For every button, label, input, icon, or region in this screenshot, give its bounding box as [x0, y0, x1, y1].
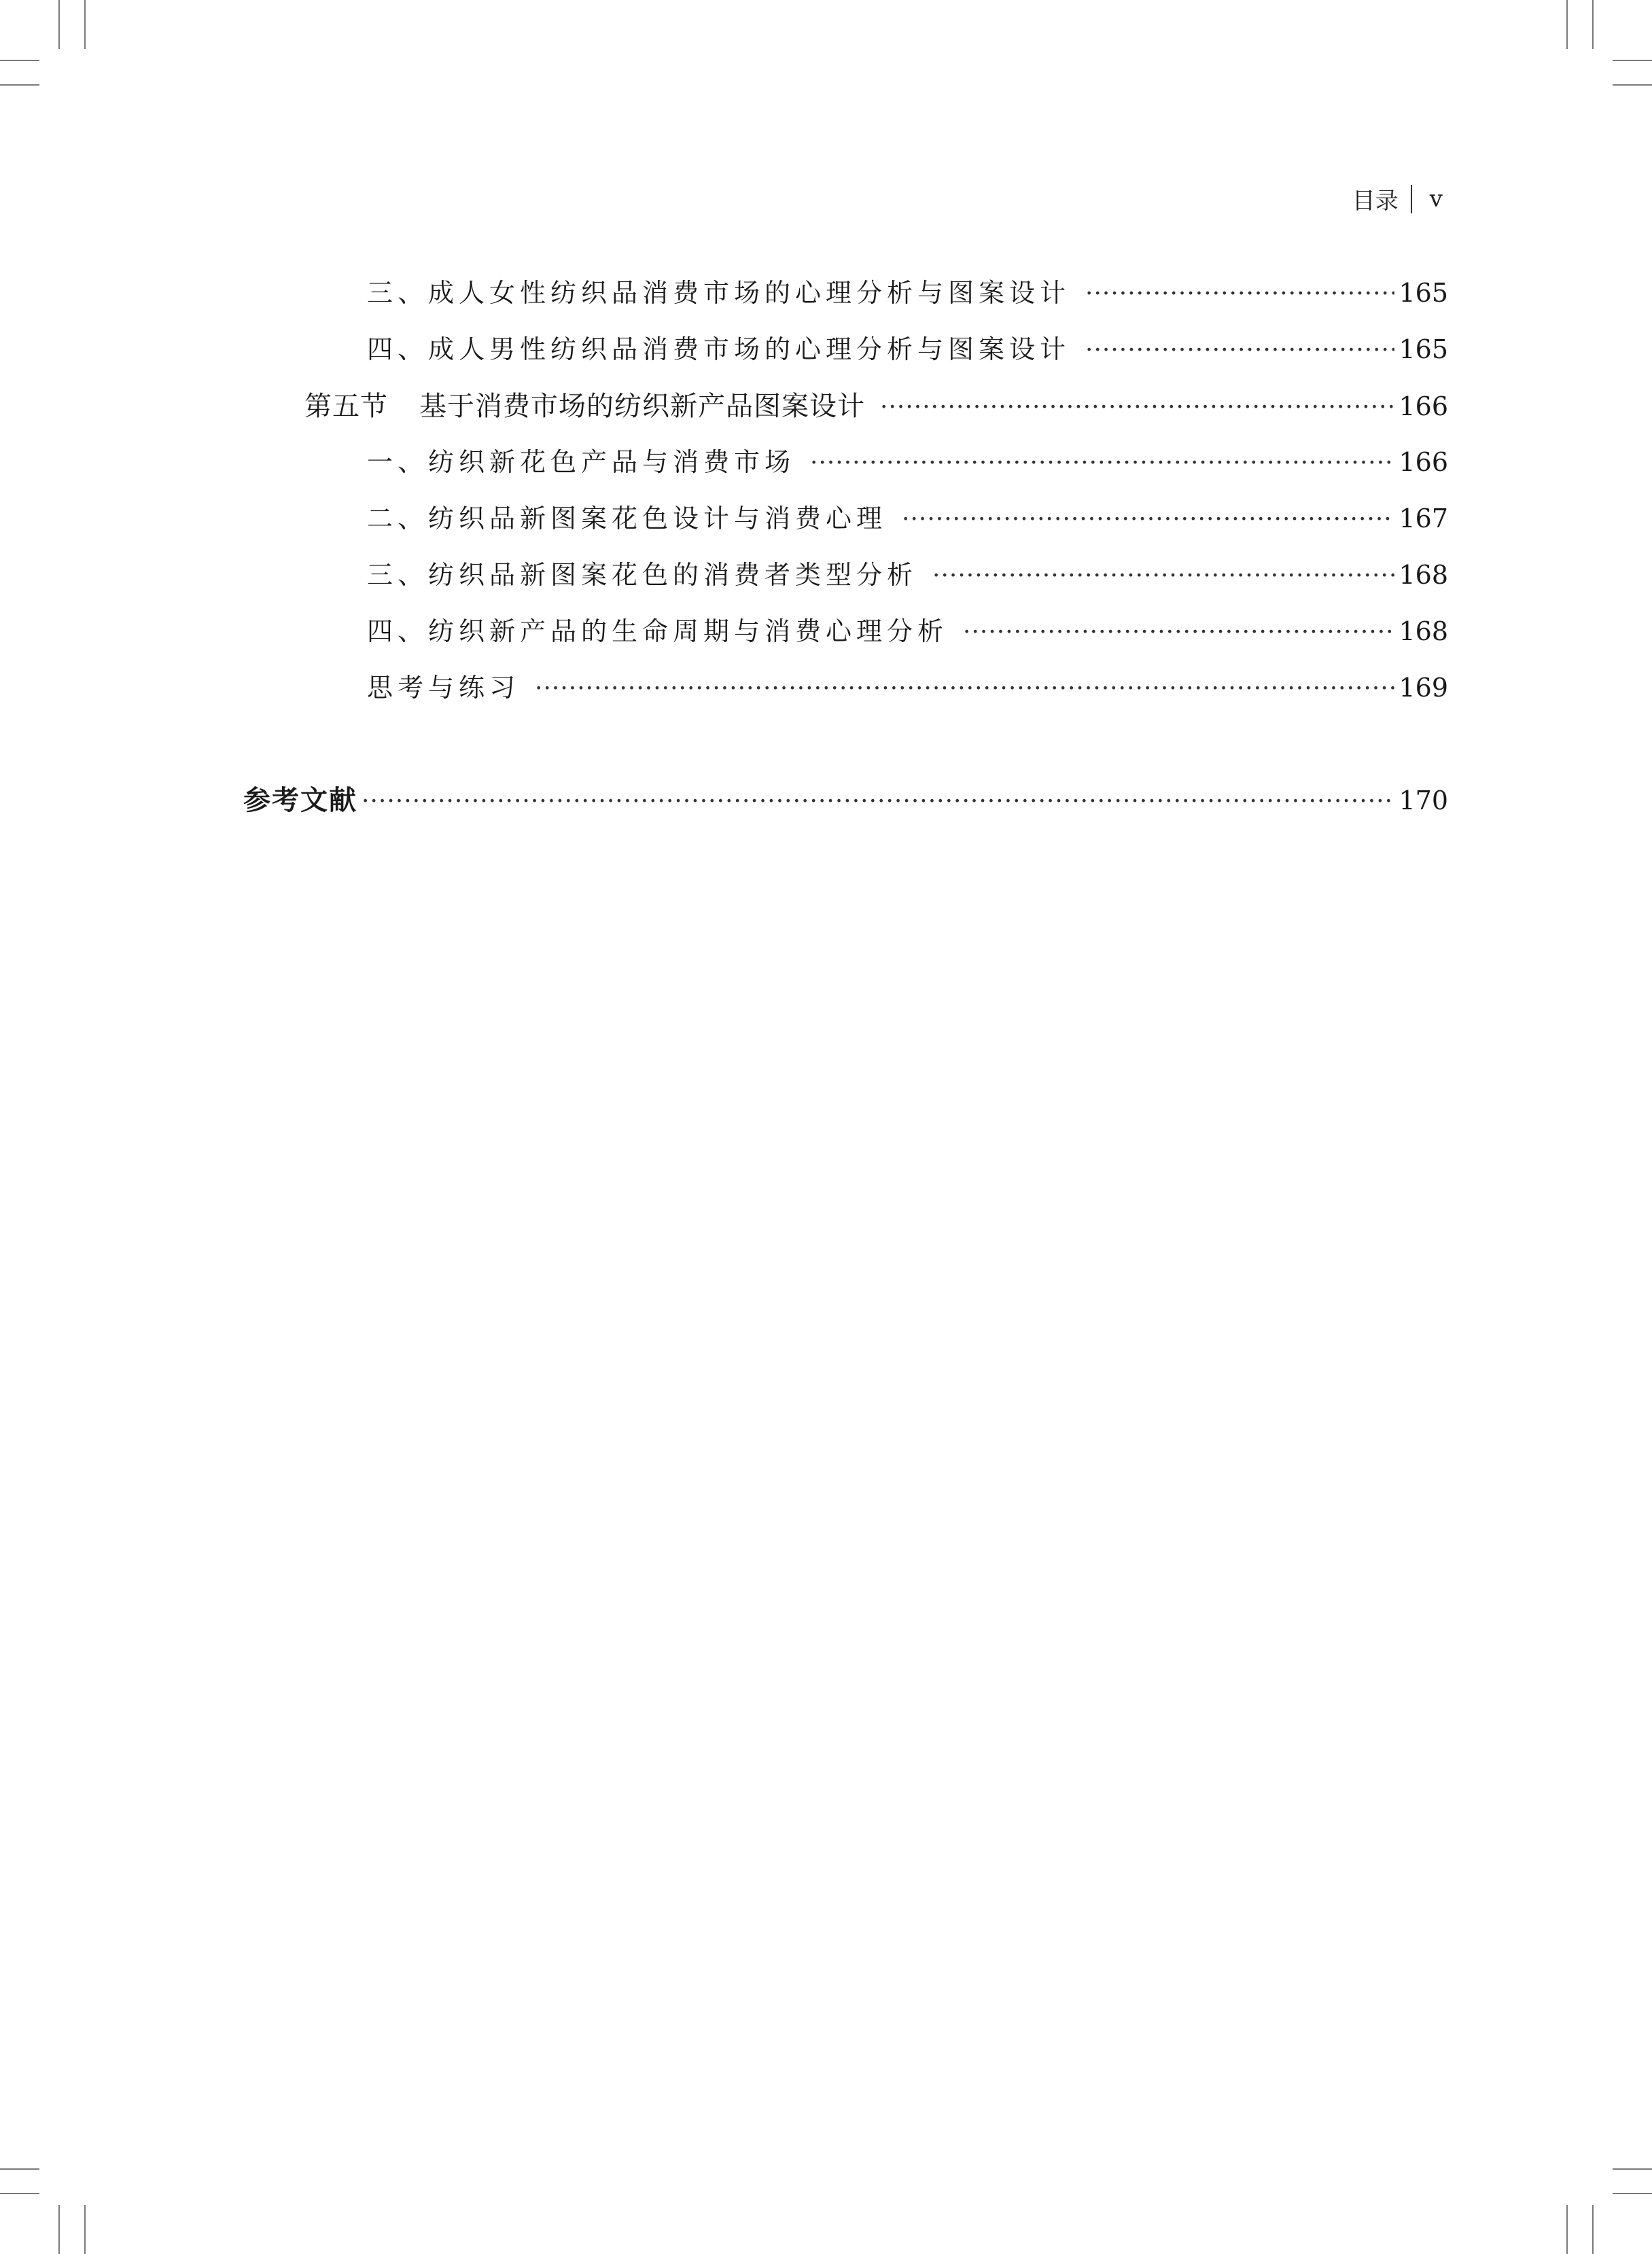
header-divider	[1411, 185, 1412, 213]
crop-mark	[1613, 60, 1652, 61]
crop-mark	[84, 2205, 86, 2254]
toc-entry-label: 思考与练习	[367, 673, 521, 703]
toc-entry[interactable]	[367, 441, 1448, 478]
toc-entry-page: 165	[1399, 278, 1448, 308]
toc-entry-page: 170	[1399, 786, 1448, 815]
crop-mark	[58, 2205, 60, 2254]
toc-entry-label: 四、纺织新产品的生命周期与消费心理分析	[367, 616, 949, 646]
crop-mark	[84, 0, 86, 49]
crop-mark	[1592, 0, 1594, 49]
toc-entry-page: 168	[1399, 616, 1448, 646]
running-header	[1352, 182, 1443, 215]
toc-entry-page: 168	[1399, 560, 1448, 590]
crop-mark	[1613, 84, 1652, 86]
toc-section-entry[interactable]	[304, 385, 1448, 423]
crop-mark	[1566, 0, 1568, 49]
toc-entry-page: 166	[1399, 447, 1448, 477]
toc-entry[interactable]	[367, 554, 1448, 591]
toc-entry-page: 166	[1399, 391, 1448, 421]
toc-references-label: 参考文献	[243, 785, 357, 816]
toc-entry[interactable]	[367, 328, 1448, 366]
toc-entry-label: 一、纺织新花色产品与消费市场	[367, 447, 796, 477]
toc-entry[interactable]	[367, 272, 1448, 309]
toc-entry-page: 169	[1399, 673, 1448, 703]
crop-mark	[0, 84, 39, 86]
toc-leader	[902, 506, 1394, 533]
toc-entry-label: 三、纺织品新图案花色的消费者类型分析	[367, 560, 918, 590]
crop-mark	[1592, 2205, 1594, 2254]
crop-mark	[1613, 2168, 1652, 2170]
header-page-number: v	[1429, 185, 1443, 213]
toc-entry-label: 四、成人男性纺织品消费市场的心理分析与图案设计	[367, 334, 1071, 364]
toc-section-number: 第五节	[304, 391, 388, 422]
toc-leader	[810, 449, 1394, 477]
toc-references-entry[interactable]	[243, 779, 1448, 817]
toc-entry-page: 167	[1399, 504, 1448, 533]
toc-leader	[535, 675, 1394, 703]
toc-entry-label: 三、成人女性纺织品消费市场的心理分析与图案设计	[367, 278, 1071, 308]
toc-leader	[880, 393, 1394, 421]
crop-mark	[0, 2193, 39, 2194]
toc-leader	[932, 562, 1394, 590]
toc-leader	[362, 788, 1394, 815]
crop-mark	[58, 0, 60, 49]
toc-leader	[1085, 336, 1394, 364]
crop-mark	[0, 2168, 39, 2170]
toc-leader	[1085, 280, 1394, 308]
toc-section-label: 基于消费市场的纺织新产品图案设计	[419, 391, 865, 422]
header-section: 目录	[1352, 188, 1399, 215]
toc-entry[interactable]	[367, 610, 1448, 648]
crop-mark	[1566, 2205, 1568, 2254]
toc-entry[interactable]	[367, 497, 1448, 535]
toc-entry-label: 二、纺织品新图案花色设计与消费心理	[367, 504, 887, 533]
toc-entry[interactable]	[367, 667, 1448, 704]
crop-mark	[1613, 2193, 1652, 2194]
toc-entry-page: 165	[1399, 334, 1448, 364]
toc-leader	[963, 618, 1394, 646]
crop-mark	[0, 60, 39, 61]
